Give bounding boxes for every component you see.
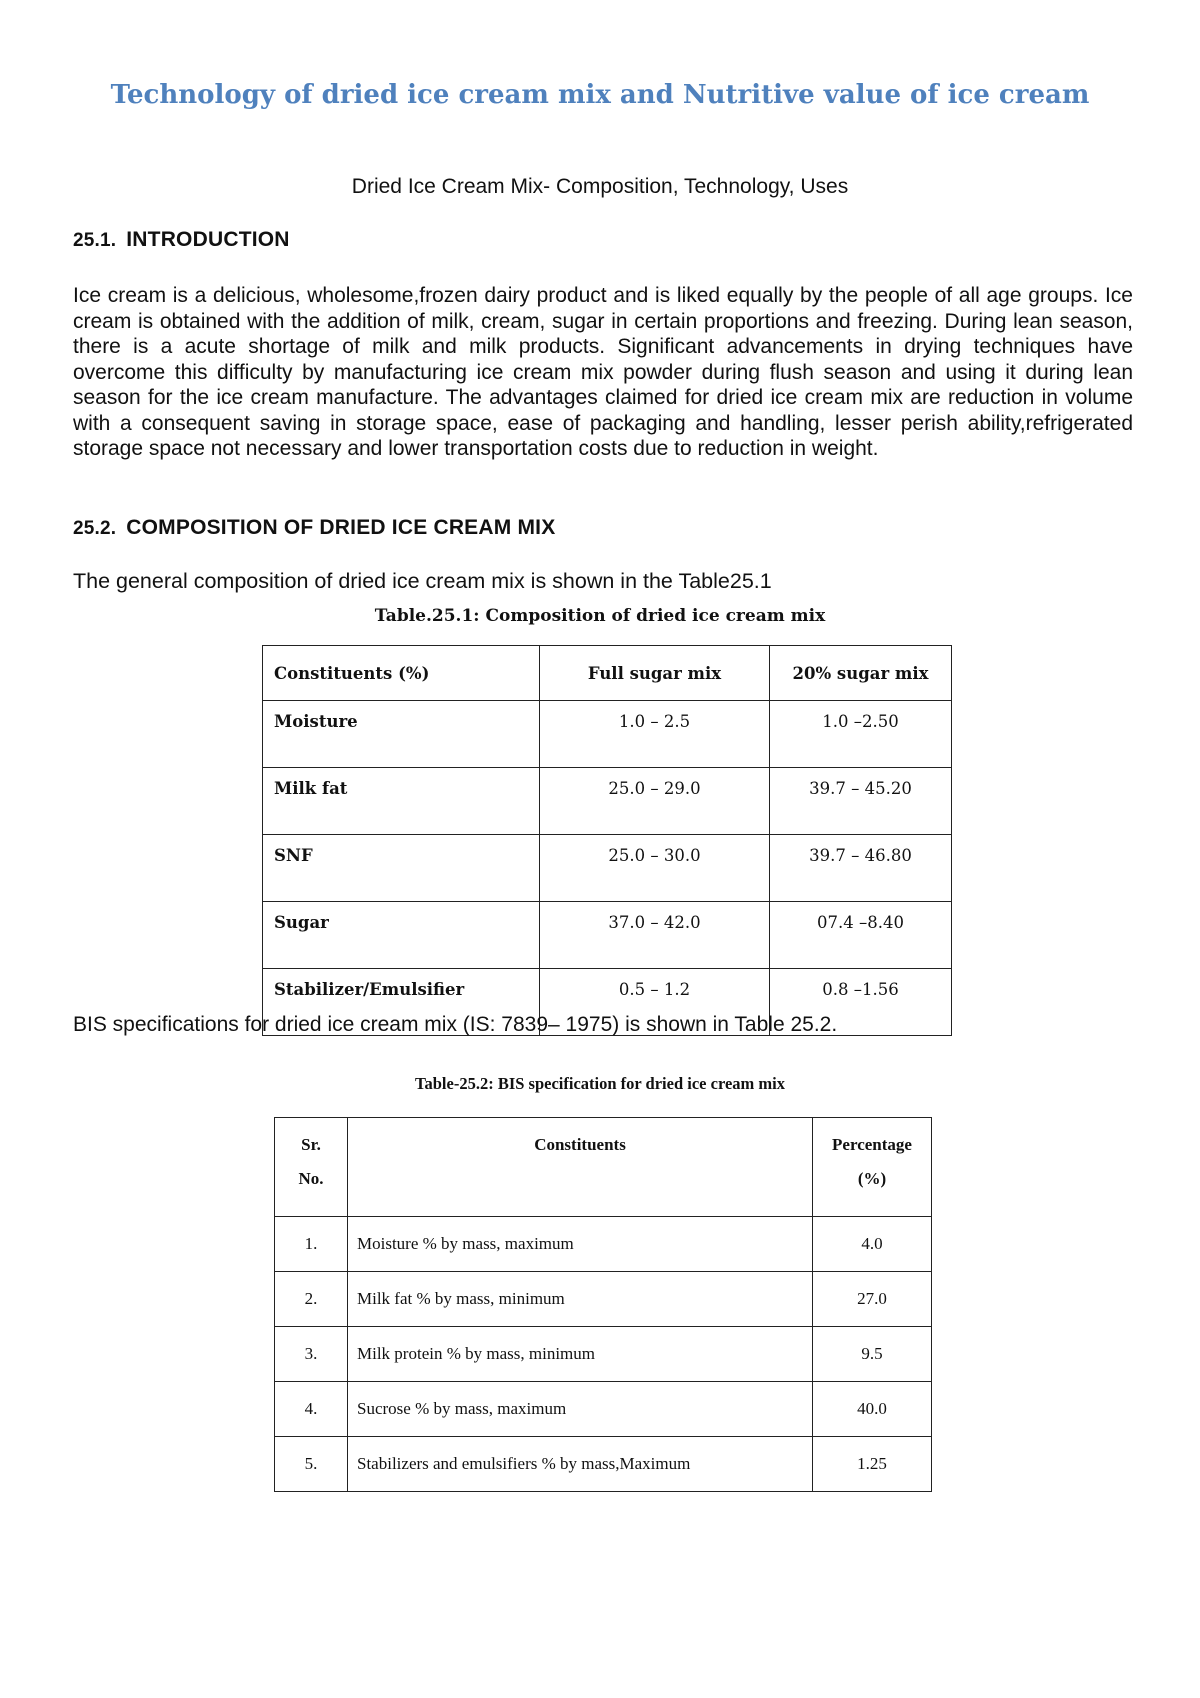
section-title: COMPOSITION OF DRIED ICE CREAM MIX: [126, 516, 556, 539]
table-cell: 4.0: [813, 1217, 932, 1272]
section-number: 25.2.: [73, 518, 117, 539]
table-row: [263, 835, 952, 902]
table-cell: 39.7 – 46.80: [770, 835, 952, 902]
table-cell: 25.0 – 30.0: [540, 835, 770, 902]
table-header-cell: Constituents: [348, 1118, 813, 1217]
table-row: [275, 1437, 932, 1492]
table-cell: Milk fat % by mass, minimum: [348, 1272, 813, 1327]
table-cell: 4.: [275, 1382, 348, 1437]
page-subtitle: Dried Ice Cream Mix- Composition, Technology, Uses: [351, 175, 849, 198]
table-cell: Milk protein % by mass, minimum: [348, 1327, 813, 1382]
table-row: [275, 1272, 932, 1327]
table-cell: 1.25: [813, 1437, 932, 1492]
table-cell: 2.: [275, 1272, 348, 1327]
table-cell: 0.8 –1.56: [770, 969, 952, 1036]
table-cell: 3.: [275, 1327, 348, 1382]
table-cell: 1.: [275, 1217, 348, 1272]
bis-lead-text: BIS specifications for dried ice cream mix (IS: 7839– 1975) is shown in Table 25.2.: [73, 1013, 838, 1036]
table-cell: 5.: [275, 1437, 348, 1492]
header-line: Percentage: [832, 1135, 912, 1154]
table-cell: 25.0 – 29.0: [540, 768, 770, 835]
table-cell: 39.7 – 45.20: [770, 768, 952, 835]
table-cell: Moisture % by mass, maximum: [348, 1217, 813, 1272]
composition-table: [262, 645, 952, 1036]
table-header-row: [275, 1118, 932, 1217]
table-cell: Sucrose % by mass, maximum: [348, 1382, 813, 1437]
table-cell: Stabilizers and emulsifiers % by mass,Maximum: [348, 1437, 813, 1492]
composition-lead-text: The general composition of dried ice cream mix is shown in the Table25.1: [73, 569, 772, 593]
table-cell: 40.0: [813, 1382, 932, 1437]
table-header-cell: 20% sugar mix: [770, 646, 952, 701]
bis-specification-table: [274, 1117, 932, 1492]
table2-caption: Table-25.2: BIS specification for dried ice cream mix: [415, 1074, 785, 1093]
table-cell: Milk fat: [263, 768, 540, 835]
table-cell: Sugar: [263, 902, 540, 969]
header-line: (%): [857, 1169, 887, 1188]
table-cell: 27.0: [813, 1272, 932, 1327]
table-cell: Moisture: [263, 701, 540, 768]
header-line: No.: [298, 1169, 324, 1188]
table-cell: 07.4 –8.40: [770, 902, 952, 969]
table-cell: 1.0 –2.50: [770, 701, 952, 768]
section-number: 25.1.: [73, 230, 117, 251]
table-header-cell: Full sugar mix: [540, 646, 770, 701]
page-title: Technology of dried ice cream mix and Nutritive value of ice cream: [110, 80, 1090, 110]
section-title: INTRODUCTION: [126, 228, 290, 251]
header-line: Sr.: [301, 1135, 321, 1154]
table-header-cell: [275, 1118, 348, 1217]
table-row: [263, 701, 952, 768]
table-cell: SNF: [263, 835, 540, 902]
introduction-paragraph: Ice cream is a delicious, wholesome,frozen dairy product and is liked equally by the people of all age groups. Ice cream is obtained with the addition of milk, cream, sugar in certain proportions and freezing. During lean season, there is a acute shortage of milk and milk products. Significant advancements in drying techniques have overcome this difficulty by manufacturing ice cream mix powder during flush season and using it during lean season for the ice cream manufacture. The advantages claimed for dried ice cream mix are reduction in volume with a consequent saving in storage space, ease of packaging and handling, lesser perish ability,refrigerated storage space not necessary and lower transportation costs due to reduction in weight.: [73, 284, 1133, 460]
section-heading-composition: [73, 516, 555, 540]
table-cell: 9.5: [813, 1327, 932, 1382]
table-header-row: [263, 646, 952, 701]
table-cell: Stabilizer/Emulsifier: [263, 969, 540, 1036]
table-cell: 0.5 – 1.2: [540, 969, 770, 1036]
section-heading-introduction: [73, 228, 290, 252]
table1-caption: Table.25.1: Composition of dried ice cream mix: [374, 606, 826, 626]
table-header-cell: Constituents (%): [263, 646, 540, 701]
table-row: [275, 1217, 932, 1272]
table-row: [263, 902, 952, 969]
table-cell: 37.0 – 42.0: [540, 902, 770, 969]
table-row: [275, 1382, 932, 1437]
table-row: [275, 1327, 932, 1382]
table-row: [263, 768, 952, 835]
table-header-cell: [813, 1118, 932, 1217]
table-cell: 1.0 – 2.5: [540, 701, 770, 768]
